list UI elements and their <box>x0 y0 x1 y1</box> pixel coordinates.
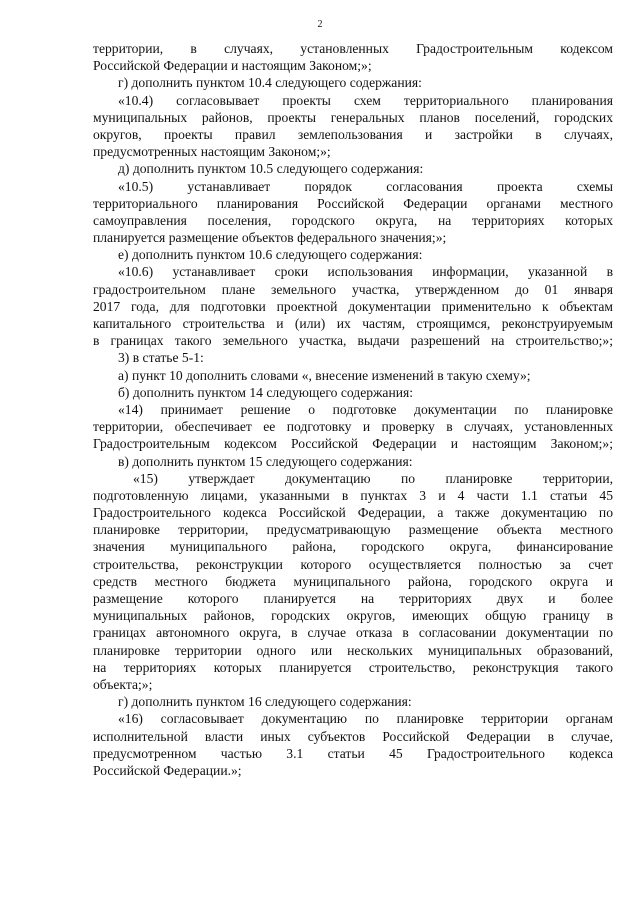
text-line: в) дополнить пунктом 15 следующего содержания: <box>118 453 413 469</box>
text-line: д) дополнить пунктом 10.5 следующего содержания: <box>118 161 424 177</box>
text-line: на территориях которых планируется строительство, реконструкция такого <box>93 659 613 675</box>
text-line: 2017 года, для подготовки проектной документации применительно к объектам <box>93 298 613 314</box>
text-line: средств местного бюджета муниципального района, городского округа и <box>93 573 613 589</box>
text-line: е) дополнить пунктом 10.6 следующего содержания: <box>118 247 423 263</box>
text-line: планировке территории одного или нескольких муниципальных образований, <box>93 642 613 658</box>
text-line: «10.4) согласовывает проекты схем территориального планирования <box>118 92 613 108</box>
text-line: градостроительном плане земельного участка, утвержденном до 01 января <box>93 281 613 297</box>
text-line: значения муниципального района, городского округа, финансирование <box>93 539 613 555</box>
text-line: планируется размещение объектов федерального значения;»; <box>93 230 447 246</box>
text-line: территории, обеспечивает ее подготовку и проверку в случаях, установленных <box>93 419 613 435</box>
text-line: Российской Федерации и настоящим Законом;»; <box>93 58 372 74</box>
text-line: «16) согласовывает документацию по планировке территории органам <box>118 711 613 727</box>
text-line: муниципальных районов, городских округов, имеющих общую границу в <box>93 608 613 624</box>
text-line: подготовленную лицами, указанными в пунктах 3 и 4 части 1.1 статьи 45 <box>93 487 613 503</box>
text-line: строительства, реконструкции которого осуществляется полностью за счет <box>93 556 613 572</box>
text-line: г) дополнить пунктом 16 следующего содержания: <box>118 694 412 710</box>
text-line: а) пункт 10 дополнить словами «, внесение изменений в такую схему»; <box>118 367 531 383</box>
text-line: «10.6) устанавливает сроки использования информации, указанной в <box>118 264 613 280</box>
text-line: Российской Федерации.»; <box>93 762 242 778</box>
document-body <box>93 40 613 779</box>
text-line: Градостроительного кодекса Российской Федерации, а также документацию по <box>93 505 613 521</box>
text-line: капитального строительства и (или) их частям, строящимся, реконструируемым <box>93 316 613 331</box>
text-line: границах автономного округа, в случае отказа в согласовании документации по <box>93 625 613 641</box>
text-line: «14) принимает решение о подготовке документации по планировке <box>118 401 613 417</box>
text-line: планировке территории, предусматривающую размещение объекта местного <box>93 522 613 538</box>
text-line: объекта;»; <box>93 676 153 692</box>
page-number: 2 <box>317 19 323 30</box>
text-line: г) дополнить пунктом 10.4 следующего содержания: <box>118 75 422 91</box>
text-line: предусмотренных настоящим Законом;»; <box>93 144 331 160</box>
text-line: предусмотренном частью 3.1 статьи 45 Градостроительного кодекса <box>93 745 613 761</box>
text-line: исполнительной власти иных субъектов Российской Федерации в случае, <box>93 728 613 744</box>
text-line: округов, проекты правил землепользования и застройки в случаях, <box>93 126 613 142</box>
text-line: 3) в статье 5-1: <box>118 350 204 366</box>
text-line: «10.5) устанавливает порядок согласования проекта схемы <box>118 178 613 194</box>
text-line: территории, в случаях, установленных Градостроительным кодексом <box>93 41 613 56</box>
text-line: территориального планирования Российской Федерации органами местного <box>93 195 613 211</box>
text-line: самоуправления поселения, городского округа, на территориях которых <box>93 212 613 228</box>
text-line: Градостроительным кодексом Российской Федерации и настоящим Законом;»; <box>93 436 613 452</box>
text-line: «15) утверждает документацию по планировке территории, <box>133 470 613 486</box>
text-line: б) дополнить пунктом 14 следующего содержания: <box>118 384 414 400</box>
text-line: размещение которого планируется на территориях двух и более <box>93 591 613 606</box>
text-line: в границах такого земельного участка, выдачи разрешений на строительство;»; <box>93 333 613 349</box>
text-line: муниципальных районов, проекты генеральных планов поселений, городских <box>93 109 613 125</box>
